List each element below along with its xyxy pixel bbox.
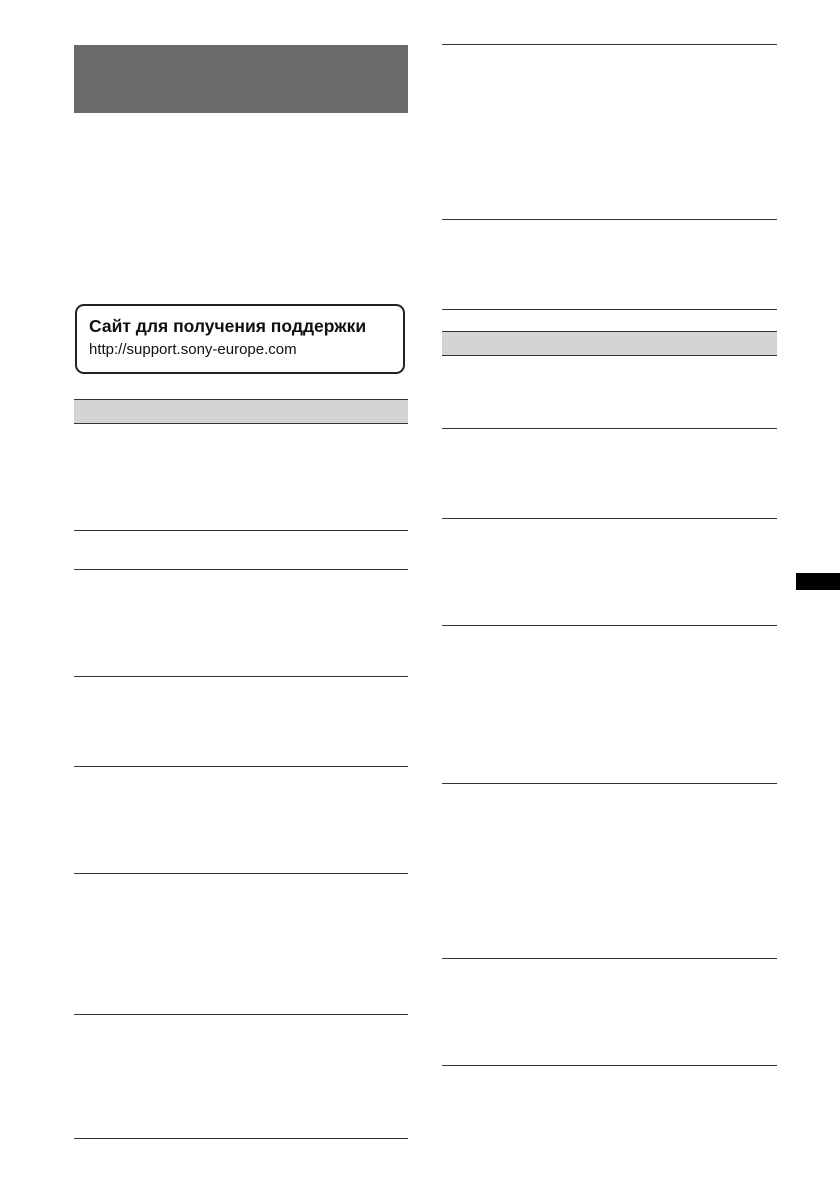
right-table-row-divider	[442, 958, 777, 959]
right-table-row-divider	[442, 625, 777, 626]
left-table-row-divider	[74, 569, 408, 570]
right-table-header-band	[442, 331, 777, 356]
section-header-block	[74, 45, 408, 113]
right-table-row-divider	[442, 44, 777, 45]
support-website-url[interactable]: http://support.sony-europe.com	[89, 341, 297, 358]
right-table-row-divider	[442, 428, 777, 429]
right-table-row-divider	[442, 1065, 777, 1066]
right-table-row-divider	[442, 518, 777, 519]
left-table-row-divider	[74, 1014, 408, 1015]
left-table-row-divider	[74, 1138, 408, 1139]
left-table-row-divider	[74, 873, 408, 874]
left-table-row-divider	[74, 676, 408, 677]
left-table-row-divider	[74, 530, 408, 531]
right-table-row-divider	[442, 219, 777, 220]
right-table-row-divider	[442, 309, 777, 310]
support-website-title: Сайт для получения поддержки	[89, 316, 367, 336]
right-table-row-divider	[442, 783, 777, 784]
left-table-header-band	[74, 399, 408, 424]
support-website-box	[75, 304, 405, 374]
left-table-row-divider	[74, 766, 408, 767]
language-side-tab	[796, 573, 840, 590]
